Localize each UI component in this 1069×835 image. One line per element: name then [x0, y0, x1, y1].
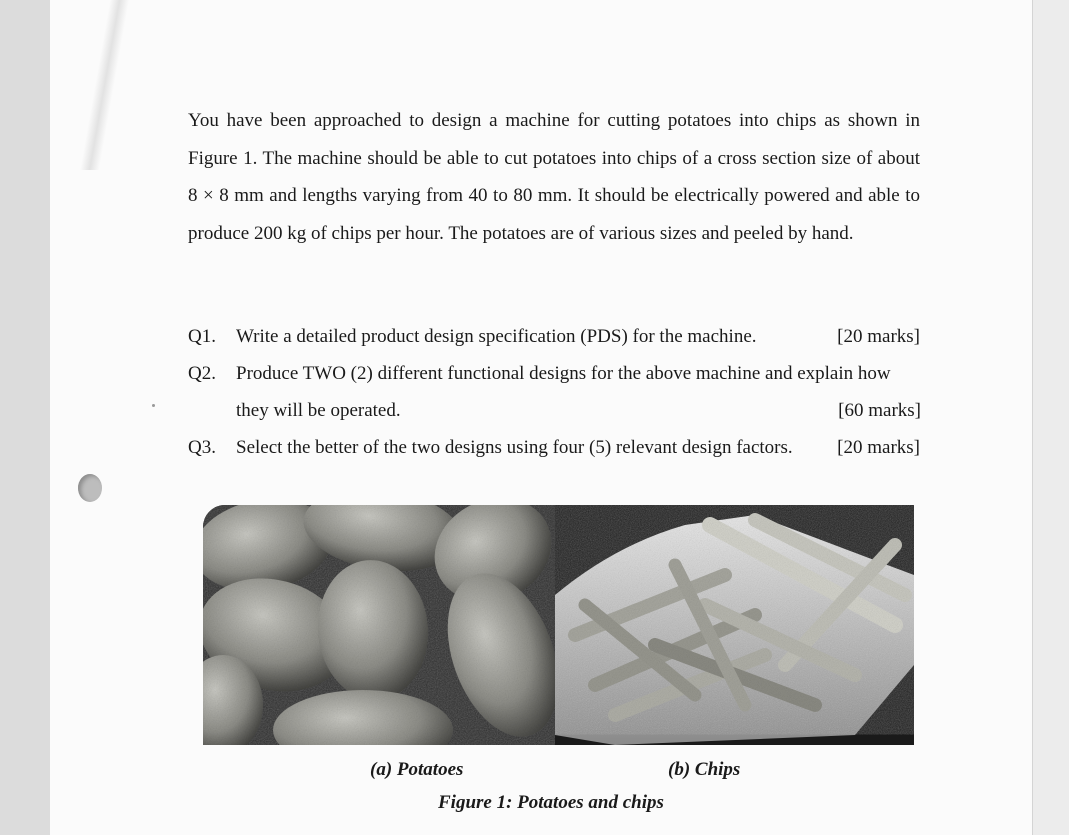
potatoes-photo [203, 505, 557, 745]
question-2-continuation [236, 400, 921, 424]
question-marks: [20 marks] [837, 437, 920, 458]
figure-caption-chips: (b) Chips [668, 759, 741, 780]
potatoes-illustration [203, 505, 557, 745]
question-number: Q2. [188, 363, 216, 384]
chips-illustration [555, 505, 914, 745]
question-marks: [20 marks] [837, 326, 920, 347]
question-text: Produce TWO (2) different functional designs for the above machine and explain how [236, 363, 891, 384]
punch-hole [78, 474, 102, 502]
question-2 [188, 363, 923, 387]
question-1 [188, 326, 923, 350]
question-marks: [60 marks] [838, 400, 921, 421]
scan-speck [152, 404, 155, 407]
intro-paragraph: You have been approached to design a machine for cutting potatoes into chips as shown in Figure 1. The machine should be able to cut potatoes into chips of a cross section size of about 8 × 8 mm and lengths varying from 40 to 80 mm. It should be electrically powered and able to produce 200 kg of chips per hour. The potatoes are of various sizes and peeled by hand. [188, 110, 920, 244]
question-continuation-text: they will be operated. [236, 400, 401, 421]
paper-fold-shadow [62, 0, 152, 170]
question-text: Write a detailed product design specification (PDS) for the machine. [236, 326, 757, 347]
question-number: Q1. [188, 326, 216, 347]
figure-caption-potatoes: (a) Potatoes [370, 759, 464, 780]
chips-photo [555, 505, 914, 745]
viewer-margin-left [0, 0, 51, 835]
figure-1 [203, 505, 914, 745]
question-text: Select the better of the two designs using four (5) relevant design factors. [236, 437, 793, 458]
viewer-scrollbar-track[interactable] [1032, 0, 1069, 835]
question-3 [188, 437, 923, 461]
figure-title: Figure 1: Potatoes and chips [438, 792, 664, 813]
question-number: Q3. [188, 437, 216, 458]
